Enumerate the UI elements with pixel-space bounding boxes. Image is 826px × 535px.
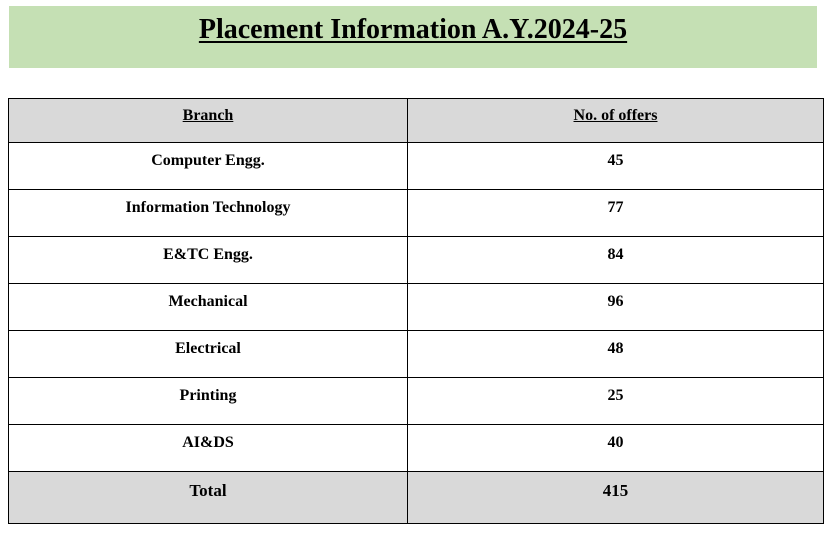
offers-cell: 96 xyxy=(408,284,824,331)
branch-cell: E&TC Engg. xyxy=(9,237,408,284)
table-row xyxy=(9,425,824,472)
table-row xyxy=(9,331,824,378)
branch-cell: Mechanical xyxy=(9,284,408,331)
table-row xyxy=(9,284,824,331)
table-row xyxy=(9,237,824,284)
total-row xyxy=(9,472,824,524)
table-row xyxy=(9,143,824,190)
title-banner xyxy=(9,6,817,68)
branch-cell: AI&DS xyxy=(9,425,408,472)
offers-column-header: No. of offers xyxy=(408,99,824,143)
offers-cell: 25 xyxy=(408,378,824,425)
offers-cell: 45 xyxy=(408,143,824,190)
offers-cell: 40 xyxy=(408,425,824,472)
offers-cell: 77 xyxy=(408,190,824,237)
table-header-row xyxy=(9,99,824,143)
table-row xyxy=(9,378,824,425)
branch-column-header: Branch xyxy=(9,99,408,143)
offers-cell: 84 xyxy=(408,237,824,284)
branch-cell: Electrical xyxy=(9,331,408,378)
total-label: Total xyxy=(9,472,408,524)
branch-cell: Printing xyxy=(9,378,408,425)
branch-cell: Computer Engg. xyxy=(9,143,408,190)
placement-table xyxy=(8,98,824,524)
branch-cell: Information Technology xyxy=(9,190,408,237)
page-title: Placement Information A.Y.2024-25 xyxy=(198,14,628,45)
total-value: 415 xyxy=(408,472,824,524)
table-row xyxy=(9,190,824,237)
offers-cell: 48 xyxy=(408,331,824,378)
